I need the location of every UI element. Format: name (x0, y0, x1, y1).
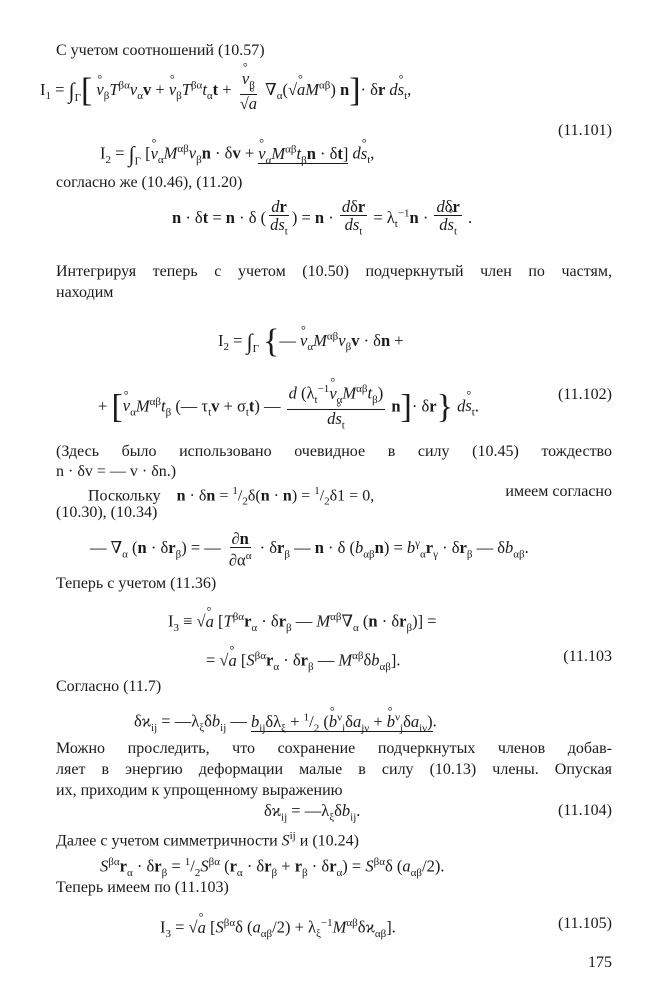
text-line: согласно же (10.46), (11.20) (56, 174, 243, 191)
text-line-since: Поскольку $n \cdot \delta n = ^1/_2\delta(n \cdot n) = ^1/_2\delta 1 = 0$, имеем согласно (88, 483, 612, 508)
text-have: имеем согласно (505, 483, 612, 500)
text-line: (Здесь было использовано очевидное в силу (10.45) тождество (56, 443, 612, 460)
text-line: Теперь имеем по (11.103) (56, 879, 229, 896)
page-number: 175 (588, 954, 612, 971)
equation-number: (11.102) (557, 386, 612, 403)
text-line: Интегрируя теперь с учетом (10.50) подчеркнутый член по частям, (56, 263, 612, 280)
equation-I1: $I_1 = \int_\Gamma$[ ° $v_\beta T^{\beta\alpha}v_\alpha v$ + ° $v_\beta T^{\beta\alpha}t_\alpha t$ + ° $\frac{v_\beta}{√^\circ a}$ $\nabla_\alpha(√^\circ$ $aM^{\alpha\beta}$) n]· δr d° $s_t$, (40, 70, 411, 112)
equation-number: (11.103 (563, 648, 612, 665)
text-since: Поскольку (88, 487, 161, 505)
text-line-symmetry: Далее с учетом симметричности $S^{ij}$ и (10.24) (56, 830, 359, 850)
text-line: их, приходим к упрощенному выражению (56, 782, 343, 799)
text-line: находим (56, 284, 114, 301)
text-symmetry: Далее с учетом симметричности (56, 832, 278, 850)
equation-I3-final: $I_3$ = √° a [$S^{\beta\alpha}\delta$ $(a_{\alpha\beta}/2) + \lambda_\xi^{-1}M^{\alpha\beta}\delta ϰ_{\alpha\beta}$]. (160, 912, 396, 945)
text-line: Согласно (11.7) (56, 678, 162, 695)
equation-dkappa: $\delta ϰ_{ij}$ = $—\lambda_\xi\delta b_{ij}$ — $b_{ij}\delta\lambda_\xi + ^1/_2$ (° $b^\nu_i\delta a_{j\nu}$ + ° $b^\nu_j\delta a_{i\nu}$). (134, 706, 437, 739)
equation-number: (11.105) (557, 915, 612, 932)
text-line: Можно проследить, что сохранение подчеркнутых членов добав- (56, 740, 612, 757)
text-line: (10.30), (10.34) (56, 504, 158, 521)
equation-I3-b: = √° a [$S^{\beta\alpha}r_\alpha \cdot \delta r_\beta$ — $M^{\alpha\beta}\delta b_{\alpha\beta}$]. (206, 645, 400, 678)
equation-I3-a: $I_3$ ≡ √° a [$T^{\beta\alpha}r_\alpha \cdot \delta r_\beta$ — $M^{\alpha\beta}\nabla_\alpha$ $(n \cdot \delta r_\beta)$] = (168, 606, 437, 639)
equation-I2-parts-b: + [° $v_\alpha M^{\alpha\beta}t_\beta$ (— $\tau_tv + \sigma_tt$) — $\frac{d (\lambda_t^{-1}^\circ v_\alpha M^{\alpha\beta}t_\beta)}{d^\circ s_t}$ n]· δr} d° $s_t$. (98, 381, 479, 434)
equation-number: (11.101) (557, 122, 612, 139)
equation-S: $S^{\beta\alpha}r_\alpha \cdot \delta r_\beta = ^1/_2S^{\beta\alpha}$ $(r_\alpha \cdot \delta r_\beta + r_\beta \cdot \delta r_\alpha) = S^{\beta\alpha}\delta$ $(a_{\alpha\beta}/2)$. (100, 856, 445, 879)
equation-number: (11.104) (557, 802, 612, 819)
equation-n-dt: n · δt = n · δ ( $\frac{dr}{ds_t}$ ) = n · $\frac{\text{dδr}}{ds_t}$ = $\lambda_t^{-1}n$ · $\frac{\text{dδr}}{d^\circ s_t}$ . (172, 198, 472, 240)
text-line: ляет в энергию деформации малые в силу (10.13) члены. Опуская (56, 761, 612, 778)
equation-dkappa-simple: $\delta ϰ_{ij}$ = $—\lambda_\xi\delta b_{ij}$. (264, 801, 361, 824)
equation-I2: $I_2 = \int_\Gamma$ [° $v_\alpha M^{\alpha\beta}v_\beta n \cdot \delta v$ + ° $v_\alpha M^{\alpha\beta}t_\beta n \cdot \delta t$] d° $s_t$, (100, 138, 374, 173)
equation-nabla: — $\nabla_\alpha$ $(n \cdot \delta r_\beta)$ = — $\frac{\partial n}{\partial\alpha^\alpha}$ · $\delta r_\beta$ — n · δ $(b_{\alpha\beta}n) = b^\gamma_\alpha r_\gamma \cdot \delta r_\beta$ — $\delta b_{\alpha\beta}$. (90, 529, 529, 570)
text-line: n · δv = — v · δn.) (56, 463, 177, 480)
text-line: Теперь с учетом (11.36) (56, 575, 217, 592)
text-and: и (10.24) (299, 832, 359, 850)
text-line: С учетом соотношений (10.57) (56, 42, 265, 59)
equation-I2-parts-a: $I_2 = \int_\Gamma$ {— ° $v_\alpha M^{\alpha\beta}v_\beta v \cdot \delta n$ + (218, 325, 404, 360)
